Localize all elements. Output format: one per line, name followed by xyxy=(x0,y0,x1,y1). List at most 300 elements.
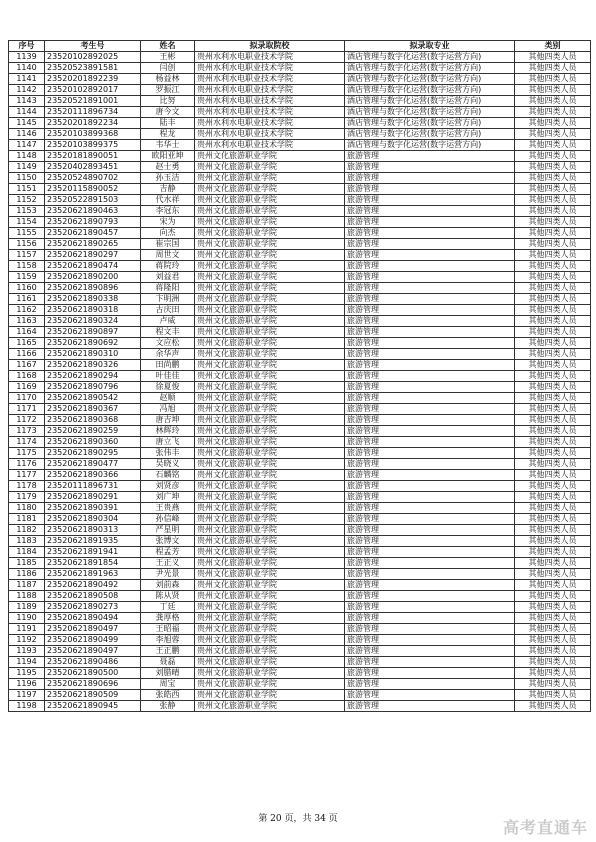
table-row xyxy=(9,635,591,646)
cell-school: 贵州文化旅游职业学院 xyxy=(195,503,345,514)
cell-major: 旅游管理 xyxy=(345,602,515,613)
cell-seq: 1140 xyxy=(9,63,45,74)
cell-exam-no: 23520621890310 xyxy=(45,349,141,360)
cell-exam-no: 23520621890497 xyxy=(45,646,141,657)
cell-category: 其他四类人员 xyxy=(515,690,591,701)
cell-category: 其他四类人员 xyxy=(515,349,591,360)
cell-seq: 1195 xyxy=(9,668,45,679)
cell-name: 代水祥 xyxy=(141,195,195,206)
table-row xyxy=(9,371,591,382)
cell-major: 旅游管理 xyxy=(345,525,515,536)
table-row xyxy=(9,382,591,393)
cell-name: 王昭福 xyxy=(141,624,195,635)
cell-exam-no: 23520103899368 xyxy=(45,129,141,140)
cell-school: 贵州文化旅游职业学院 xyxy=(195,635,345,646)
table-row xyxy=(9,195,591,206)
cell-seq: 1169 xyxy=(9,382,45,393)
cell-exam-no: 23520621890368 xyxy=(45,415,141,426)
cell-category: 其他四类人员 xyxy=(515,162,591,173)
cell-category: 其他四类人员 xyxy=(515,459,591,470)
cell-exam-no: 23520522891503 xyxy=(45,195,141,206)
cell-seq: 1176 xyxy=(9,459,45,470)
cell-name: 王正义 xyxy=(141,558,195,569)
cell-school: 贵州文化旅游职业学院 xyxy=(195,393,345,404)
cell-school: 贵州文化旅游职业学院 xyxy=(195,426,345,437)
cell-school: 贵州文化旅游职业学院 xyxy=(195,261,345,272)
cell-exam-no: 23520621890508 xyxy=(45,591,141,602)
table-row xyxy=(9,558,591,569)
cell-name: 蒋院玲 xyxy=(141,261,195,272)
cell-exam-no: 23520621890477 xyxy=(45,459,141,470)
cell-school: 贵州水利水电职业技术学院 xyxy=(195,107,345,118)
cell-school: 贵州文化旅游职业学院 xyxy=(195,657,345,668)
cell-category: 其他四类人员 xyxy=(515,679,591,690)
cell-category: 其他四类人员 xyxy=(515,657,591,668)
cell-school: 贵州文化旅游职业学院 xyxy=(195,404,345,415)
cell-seq: 1148 xyxy=(9,151,45,162)
table-row xyxy=(9,96,591,107)
cell-school: 贵州文化旅游职业学院 xyxy=(195,338,345,349)
cell-exam-no: 23520621891854 xyxy=(45,558,141,569)
cell-exam-no: 23520181890051 xyxy=(45,151,141,162)
cell-name: 向杰 xyxy=(141,228,195,239)
cell-major: 旅游管理 xyxy=(345,217,515,228)
cell-seq: 1161 xyxy=(9,294,45,305)
table-row xyxy=(9,459,591,470)
table-row xyxy=(9,547,591,558)
cell-seq: 1139 xyxy=(9,52,45,63)
cell-name: 丁廷 xyxy=(141,602,195,613)
cell-category: 其他四类人员 xyxy=(515,415,591,426)
cell-school: 贵州文化旅游职业学院 xyxy=(195,580,345,591)
cell-name: 张博文 xyxy=(141,536,195,547)
cell-seq: 1190 xyxy=(9,613,45,624)
cell-exam-no: 23520524890702 xyxy=(45,173,141,184)
cell-category: 其他四类人员 xyxy=(515,701,591,712)
cell-school: 贵州文化旅游职业学院 xyxy=(195,162,345,173)
cell-exam-no: 23520115890052 xyxy=(45,184,141,195)
table-row xyxy=(9,679,591,690)
cell-seq: 1154 xyxy=(9,217,45,228)
cell-school: 贵州文化旅游职业学院 xyxy=(195,184,345,195)
cell-seq: 1147 xyxy=(9,140,45,151)
cell-exam-no: 23520621890474 xyxy=(45,261,141,272)
cell-category: 其他四类人员 xyxy=(515,184,591,195)
cell-seq: 1155 xyxy=(9,228,45,239)
table-row xyxy=(9,701,591,712)
cell-school: 贵州文化旅游职业学院 xyxy=(195,217,345,228)
col-header-name: 姓名 xyxy=(141,41,195,52)
cell-major: 旅游管理 xyxy=(345,426,515,437)
cell-exam-no: 23520621890492 xyxy=(45,580,141,591)
table-row xyxy=(9,261,591,272)
cell-exam-no: 23520201892234 xyxy=(45,118,141,129)
cell-exam-no: 23520621890494 xyxy=(45,613,141,624)
cell-school: 贵州文化旅游职业学院 xyxy=(195,239,345,250)
cell-seq: 1181 xyxy=(9,514,45,525)
cell-school: 贵州文化旅游职业学院 xyxy=(195,206,345,217)
cell-category: 其他四类人员 xyxy=(515,206,591,217)
cell-exam-no: 23520621890326 xyxy=(45,360,141,371)
cell-school: 贵州文化旅游职业学院 xyxy=(195,679,345,690)
cell-name: 欧阳亚坤 xyxy=(141,151,195,162)
cell-seq: 1198 xyxy=(9,701,45,712)
cell-name: 唐今文 xyxy=(141,107,195,118)
table-row xyxy=(9,173,591,184)
cell-major: 旅游管理 xyxy=(345,162,515,173)
cell-exam-no: 23520621890265 xyxy=(45,239,141,250)
cell-major: 旅游管理 xyxy=(345,459,515,470)
cell-major: 酒店管理与数字化运营(数字运营方向) xyxy=(345,52,515,63)
cell-major: 旅游管理 xyxy=(345,547,515,558)
cell-major: 旅游管理 xyxy=(345,701,515,712)
cell-exam-no: 23520621891941 xyxy=(45,547,141,558)
cell-exam-no: 23520402893451 xyxy=(45,162,141,173)
cell-exam-no: 23520621890367 xyxy=(45,404,141,415)
cell-major: 旅游管理 xyxy=(345,558,515,569)
table-row xyxy=(9,85,591,96)
cell-major: 酒店管理与数字化运营(数字运营方向) xyxy=(345,140,515,151)
table-row xyxy=(9,470,591,481)
table-row xyxy=(9,283,591,294)
cell-seq: 1191 xyxy=(9,624,45,635)
cell-seq: 1178 xyxy=(9,481,45,492)
col-header-major: 拟录取专业 xyxy=(345,41,515,52)
cell-category: 其他四类人员 xyxy=(515,470,591,481)
cell-name: 吴晓义 xyxy=(141,459,195,470)
cell-exam-no: 23520621890500 xyxy=(45,668,141,679)
table-row xyxy=(9,613,591,624)
cell-seq: 1156 xyxy=(9,239,45,250)
cell-major: 旅游管理 xyxy=(345,360,515,371)
cell-name: 张伟丰 xyxy=(141,448,195,459)
cell-exam-no: 23520201892239 xyxy=(45,74,141,85)
cell-category: 其他四类人员 xyxy=(515,217,591,228)
table-body xyxy=(9,52,591,712)
table-row xyxy=(9,393,591,404)
cell-seq: 1179 xyxy=(9,492,45,503)
cell-seq: 1173 xyxy=(9,426,45,437)
cell-category: 其他四类人员 xyxy=(515,151,591,162)
cell-school: 贵州文化旅游职业学院 xyxy=(195,525,345,536)
cell-school: 贵州文化旅游职业学院 xyxy=(195,305,345,316)
cell-seq: 1144 xyxy=(9,107,45,118)
cell-school: 贵州文化旅游职业学院 xyxy=(195,481,345,492)
cell-category: 其他四类人员 xyxy=(515,448,591,459)
cell-school: 贵州文化旅游职业学院 xyxy=(195,151,345,162)
cell-seq: 1187 xyxy=(9,580,45,591)
cell-school: 贵州文化旅游职业学院 xyxy=(195,195,345,206)
table-row xyxy=(9,349,591,360)
cell-major: 旅游管理 xyxy=(345,272,515,283)
cell-school: 贵州水利水电职业技术学院 xyxy=(195,85,345,96)
table-row xyxy=(9,338,591,349)
cell-category: 其他四类人员 xyxy=(515,338,591,349)
cell-seq: 1151 xyxy=(9,184,45,195)
cell-name: 文应松 xyxy=(141,338,195,349)
cell-name: 叶佳佳 xyxy=(141,371,195,382)
cell-school: 贵州文化旅游职业学院 xyxy=(195,613,345,624)
cell-exam-no: 23520621890896 xyxy=(45,283,141,294)
cell-category: 其他四类人员 xyxy=(515,624,591,635)
cell-category: 其他四类人员 xyxy=(515,613,591,624)
table-row xyxy=(9,492,591,503)
cell-category: 其他四类人员 xyxy=(515,195,591,206)
cell-exam-no: 23520621890338 xyxy=(45,294,141,305)
cell-major: 旅游管理 xyxy=(345,261,515,272)
cell-major: 旅游管理 xyxy=(345,195,515,206)
cell-major: 旅游管理 xyxy=(345,206,515,217)
cell-school: 贵州文化旅游职业学院 xyxy=(195,448,345,459)
cell-school: 贵州文化旅游职业学院 xyxy=(195,294,345,305)
cell-category: 其他四类人员 xyxy=(515,580,591,591)
cell-name: 林辉玲 xyxy=(141,426,195,437)
cell-major: 旅游管理 xyxy=(345,327,515,338)
cell-seq: 1166 xyxy=(9,349,45,360)
cell-name: 刘广坤 xyxy=(141,492,195,503)
cell-category: 其他四类人员 xyxy=(515,140,591,151)
table-row xyxy=(9,217,591,228)
cell-category: 其他四类人员 xyxy=(515,514,591,525)
cell-school: 贵州水利水电职业技术学院 xyxy=(195,118,345,129)
table-row xyxy=(9,426,591,437)
cell-name: 孙玉洁 xyxy=(141,173,195,184)
cell-exam-no: 23520621890486 xyxy=(45,657,141,668)
cell-seq: 1149 xyxy=(9,162,45,173)
cell-name: 闫创 xyxy=(141,63,195,74)
table-row xyxy=(9,184,591,195)
cell-category: 其他四类人员 xyxy=(515,228,591,239)
cell-school: 贵州文化旅游职业学院 xyxy=(195,492,345,503)
cell-name: 陈从贤 xyxy=(141,591,195,602)
table-row xyxy=(9,294,591,305)
cell-school: 贵州文化旅游职业学院 xyxy=(195,536,345,547)
cell-major: 旅游管理 xyxy=(345,690,515,701)
cell-category: 其他四类人员 xyxy=(515,239,591,250)
cell-category: 其他四类人员 xyxy=(515,52,591,63)
cell-seq: 1162 xyxy=(9,305,45,316)
cell-major: 酒店管理与数字化运营(数字运营方向) xyxy=(345,85,515,96)
cell-exam-no: 23520621891963 xyxy=(45,569,141,580)
table-row xyxy=(9,569,591,580)
cell-school: 贵州文化旅游职业学院 xyxy=(195,668,345,679)
cell-exam-no: 23520621890463 xyxy=(45,206,141,217)
cell-category: 其他四类人员 xyxy=(515,327,591,338)
table-row xyxy=(9,140,591,151)
cell-category: 其他四类人员 xyxy=(515,569,591,580)
cell-exam-no: 23520621890692 xyxy=(45,338,141,349)
cell-exam-no: 23520621890313 xyxy=(45,525,141,536)
cell-school: 贵州文化旅游职业学院 xyxy=(195,459,345,470)
cell-name: 吉静 xyxy=(141,184,195,195)
cell-exam-no: 23520621890318 xyxy=(45,305,141,316)
cell-category: 其他四类人员 xyxy=(515,525,591,536)
cell-name: 崔宗国 xyxy=(141,239,195,250)
cell-major: 酒店管理与数字化运营(数字运营方向) xyxy=(345,118,515,129)
table-row xyxy=(9,63,591,74)
cell-seq: 1177 xyxy=(9,470,45,481)
cell-exam-no: 23520621890294 xyxy=(45,371,141,382)
cell-category: 其他四类人员 xyxy=(515,668,591,679)
cell-name: 聂磊 xyxy=(141,657,195,668)
cell-major: 旅游管理 xyxy=(345,349,515,360)
cell-name: 杨益林 xyxy=(141,74,195,85)
page-footer: 第 20 页，共 34 页 xyxy=(258,814,338,824)
cell-name: 尹光景 xyxy=(141,569,195,580)
cell-major: 旅游管理 xyxy=(345,679,515,690)
cell-major: 旅游管理 xyxy=(345,536,515,547)
cell-major: 旅游管理 xyxy=(345,657,515,668)
cell-major: 旅游管理 xyxy=(345,624,515,635)
cell-seq: 1189 xyxy=(9,602,45,613)
cell-category: 其他四类人员 xyxy=(515,261,591,272)
cell-name: 周宝 xyxy=(141,679,195,690)
cell-school: 贵州文化旅游职业学院 xyxy=(195,558,345,569)
cell-seq: 1188 xyxy=(9,591,45,602)
cell-exam-no: 23520621890945 xyxy=(45,701,141,712)
cell-exam-no: 23520111896731 xyxy=(45,481,141,492)
cell-seq: 1183 xyxy=(9,536,45,547)
cell-major: 旅游管理 xyxy=(345,184,515,195)
cell-school: 贵州文化旅游职业学院 xyxy=(195,591,345,602)
cell-category: 其他四类人员 xyxy=(515,426,591,437)
cell-exam-no: 23520523891581 xyxy=(45,63,141,74)
table-row xyxy=(9,602,591,613)
cell-category: 其他四类人员 xyxy=(515,591,591,602)
table-row xyxy=(9,481,591,492)
cell-category: 其他四类人员 xyxy=(515,173,591,184)
cell-exam-no: 23520621890360 xyxy=(45,437,141,448)
cell-name: 刘益君 xyxy=(141,272,195,283)
cell-seq: 1185 xyxy=(9,558,45,569)
cell-seq: 1197 xyxy=(9,690,45,701)
watermark-text: 高考直通车 xyxy=(502,818,588,837)
cell-seq: 1171 xyxy=(9,404,45,415)
cell-school: 贵州水利水电职业技术学院 xyxy=(195,129,345,140)
cell-seq: 1193 xyxy=(9,646,45,657)
cell-major: 旅游管理 xyxy=(345,470,515,481)
table-row xyxy=(9,118,591,129)
cell-exam-no: 23520621890273 xyxy=(45,602,141,613)
cell-seq: 1160 xyxy=(9,283,45,294)
table-row xyxy=(9,239,591,250)
table-row xyxy=(9,316,591,327)
cell-category: 其他四类人员 xyxy=(515,437,591,448)
cell-major: 旅游管理 xyxy=(345,228,515,239)
cell-major: 旅游管理 xyxy=(345,580,515,591)
cell-seq: 1146 xyxy=(9,129,45,140)
cell-seq: 1192 xyxy=(9,635,45,646)
cell-school: 贵州水利水电职业技术学院 xyxy=(195,96,345,107)
admission-table xyxy=(8,40,591,712)
cell-seq: 1168 xyxy=(9,371,45,382)
table-row xyxy=(9,437,591,448)
table-row xyxy=(9,646,591,657)
cell-category: 其他四类人员 xyxy=(515,96,591,107)
cell-category: 其他四类人员 xyxy=(515,360,591,371)
cell-exam-no: 23520621890295 xyxy=(45,448,141,459)
col-header-category: 类别 xyxy=(515,41,591,52)
cell-exam-no: 23520621890366 xyxy=(45,470,141,481)
cell-school: 贵州文化旅游职业学院 xyxy=(195,602,345,613)
cell-school: 贵州文化旅游职业学院 xyxy=(195,569,345,580)
cell-seq: 1157 xyxy=(9,250,45,261)
cell-name: 刘前森 xyxy=(141,580,195,591)
cell-name: 王贵燕 xyxy=(141,503,195,514)
cell-major: 旅游管理 xyxy=(345,173,515,184)
cell-name: 周世文 xyxy=(141,250,195,261)
cell-category: 其他四类人员 xyxy=(515,272,591,283)
cell-category: 其他四类人员 xyxy=(515,371,591,382)
table-row xyxy=(9,525,591,536)
cell-exam-no: 23520111896734 xyxy=(45,107,141,118)
cell-exam-no: 23520621890796 xyxy=(45,382,141,393)
table-header-row xyxy=(9,41,591,52)
cell-major: 旅游管理 xyxy=(345,294,515,305)
cell-name: 刘腊晴 xyxy=(141,668,195,679)
cell-seq: 1150 xyxy=(9,173,45,184)
cell-exam-no: 23520621890200 xyxy=(45,272,141,283)
cell-seq: 1186 xyxy=(9,569,45,580)
table-row xyxy=(9,657,591,668)
cell-name: 赵顺 xyxy=(141,393,195,404)
cell-school: 贵州文化旅游职业学院 xyxy=(195,382,345,393)
cell-major: 旅游管理 xyxy=(345,613,515,624)
cell-seq: 1158 xyxy=(9,261,45,272)
cell-name: 古庆田 xyxy=(141,305,195,316)
cell-name: 程孟芳 xyxy=(141,547,195,558)
table-row xyxy=(9,327,591,338)
cell-seq: 1159 xyxy=(9,272,45,283)
table-row xyxy=(9,162,591,173)
cell-major: 旅游管理 xyxy=(345,437,515,448)
cell-name: 严星明 xyxy=(141,525,195,536)
cell-school: 贵州文化旅游职业学院 xyxy=(195,624,345,635)
cell-exam-no: 23520521891001 xyxy=(45,96,141,107)
cell-exam-no: 23520621890324 xyxy=(45,316,141,327)
table-row xyxy=(9,503,591,514)
cell-seq: 1170 xyxy=(9,393,45,404)
cell-seq: 1141 xyxy=(9,74,45,85)
cell-major: 旅游管理 xyxy=(345,371,515,382)
cell-name: 陆丰 xyxy=(141,118,195,129)
cell-major: 旅游管理 xyxy=(345,448,515,459)
cell-category: 其他四类人员 xyxy=(515,602,591,613)
cell-school: 贵州文化旅游职业学院 xyxy=(195,690,345,701)
cell-school: 贵州水利水电职业技术学院 xyxy=(195,74,345,85)
cell-exam-no: 23520621890497 xyxy=(45,624,141,635)
cell-category: 其他四类人员 xyxy=(515,635,591,646)
cell-name: 石麟铭 xyxy=(141,470,195,481)
col-header-exam-no: 考生号 xyxy=(45,41,141,52)
cell-school: 贵州文化旅游职业学院 xyxy=(195,349,345,360)
table-row xyxy=(9,151,591,162)
cell-name: 田尚鹏 xyxy=(141,360,195,371)
cell-exam-no: 23520621890297 xyxy=(45,250,141,261)
cell-exam-no: 23520621890259 xyxy=(45,426,141,437)
cell-major: 旅游管理 xyxy=(345,305,515,316)
cell-major: 旅游管理 xyxy=(345,250,515,261)
cell-name: 程龙 xyxy=(141,129,195,140)
cell-category: 其他四类人员 xyxy=(515,393,591,404)
cell-seq: 1142 xyxy=(9,85,45,96)
cell-major: 旅游管理 xyxy=(345,481,515,492)
cell-name: 卞明洲 xyxy=(141,294,195,305)
cell-exam-no: 23520102892017 xyxy=(45,85,141,96)
cell-category: 其他四类人员 xyxy=(515,107,591,118)
cell-school: 贵州文化旅游职业学院 xyxy=(195,327,345,338)
cell-category: 其他四类人员 xyxy=(515,118,591,129)
